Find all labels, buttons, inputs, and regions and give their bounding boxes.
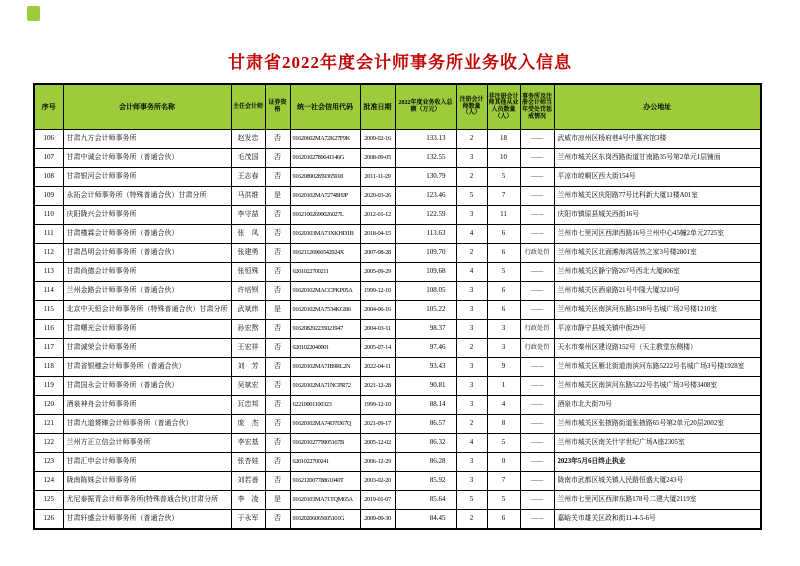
cell-no: 118	[34, 358, 63, 377]
cell-code: 91620102789641146G	[290, 149, 360, 168]
cell-sec: 否	[265, 396, 290, 415]
cell-income: 98.37	[395, 320, 456, 339]
cell-name: 尤尼泰振青会计师事务所(特殊普通合伙)甘肃分所	[63, 491, 231, 510]
cell-no: 125	[34, 491, 63, 510]
cell-no: 126	[34, 510, 63, 530]
cell-cpa: 2	[456, 168, 487, 187]
cell-code: 62210001100323	[290, 396, 360, 415]
column-header-staff: 非注册会计师其他从业人员数量（人）	[487, 84, 520, 130]
cell-cpa: 3	[456, 472, 487, 491]
table-row	[34, 263, 761, 282]
cell-chief: 许培钡	[231, 282, 265, 301]
cell-penalty: ——	[520, 130, 554, 149]
cell-income: 109.70	[395, 244, 456, 263]
cell-code: 6201022040001	[290, 339, 360, 358]
table-row	[34, 320, 761, 339]
cell-no: 114	[34, 282, 63, 301]
cell-date: 2009-09-30	[360, 510, 395, 530]
cell-penalty: ——	[520, 263, 554, 282]
cell-income: 130.79	[395, 168, 456, 187]
cell-date: 2004-03-11	[360, 320, 395, 339]
cell-sec: 否	[265, 130, 290, 149]
cell-cpa: 3	[456, 320, 487, 339]
cell-income: 133.13	[395, 130, 456, 149]
cell-penalty: 行政处罚	[520, 339, 554, 358]
table-row	[34, 187, 761, 206]
cell-sec: 否	[265, 263, 290, 282]
cell-no: 111	[34, 225, 63, 244]
cell-no: 117	[34, 339, 63, 358]
cell-cpa: 3	[456, 358, 487, 377]
cell-penalty: ——	[520, 472, 554, 491]
cell-chief: 张杏娃	[231, 453, 265, 472]
column-header-chief: 主任会计师	[231, 84, 265, 130]
cell-staff: 6	[487, 282, 520, 301]
cell-address: 兰州市城关区东岗西路街道甘南路35号第2单元1层铺面	[554, 149, 761, 168]
cell-cpa: 3	[456, 453, 487, 472]
column-header-name: 会计师事务所名称	[63, 84, 231, 130]
cell-date: 2004-06-16	[360, 301, 395, 320]
table-row	[34, 339, 761, 358]
cell-penalty: 行政处罚	[520, 320, 554, 339]
cell-cpa: 5	[456, 187, 487, 206]
cell-address: 平凉市静宁县城关镇中街29号	[554, 320, 761, 339]
cell-chief: 张 凤	[231, 225, 265, 244]
cell-sec: 否	[265, 149, 290, 168]
cell-chief: 武斌炜	[231, 301, 265, 320]
cell-income: 132.55	[395, 149, 456, 168]
cell-name: 甘肃诚荣会计师事务所	[63, 339, 231, 358]
cell-staff: 6	[487, 225, 520, 244]
cell-no: 108	[34, 168, 63, 187]
cell-penalty: ——	[520, 282, 554, 301]
corner-badge	[27, 6, 40, 21]
page-title: 甘肃省2022年度会计师事务所业务收入信息	[228, 53, 572, 72]
cell-no: 122	[34, 434, 63, 453]
column-header-cpa: 注册会计师数量（人）	[456, 84, 487, 130]
cell-cpa: 2	[456, 339, 487, 358]
cell-address: 兰州市城关区雁北街道南滨河东路5222号名城广场3号楼1928室	[554, 358, 761, 377]
cell-chief: 刘若善	[231, 472, 265, 491]
cell-cpa: 4	[456, 263, 487, 282]
table-row	[34, 510, 761, 530]
column-header-sec: 证券资格	[265, 84, 290, 130]
cell-chief: 刘 芳	[231, 358, 265, 377]
cell-staff: 10	[487, 149, 520, 168]
cell-cpa: 4	[456, 434, 487, 453]
table-row	[34, 130, 761, 149]
cell-cpa: 3	[456, 206, 487, 225]
cell-penalty: 行政处罚	[520, 244, 554, 263]
cell-date: 2019-01-07	[360, 491, 395, 510]
cell-penalty: ——	[520, 206, 554, 225]
cell-staff: 5	[487, 434, 520, 453]
cell-penalty: ——	[520, 168, 554, 187]
cell-chief: 于永军	[231, 510, 265, 530]
cell-address: 兰州市城关区庆阳路77号比科新大厦11楼A01室	[554, 187, 761, 206]
cell-no: 119	[34, 377, 63, 396]
cell-no: 124	[34, 472, 63, 491]
table-row	[34, 244, 761, 263]
cell-income: 93.43	[395, 358, 456, 377]
cell-income: 85.64	[395, 491, 456, 510]
cell-sec: 否	[265, 434, 290, 453]
table-header	[34, 84, 761, 130]
cell-sec: 否	[265, 339, 290, 358]
cell-sec: 否	[265, 510, 290, 530]
cell-date: 2012-01-12	[360, 206, 395, 225]
income-table	[33, 83, 762, 530]
cell-income: 105.22	[395, 301, 456, 320]
table-row	[34, 453, 761, 472]
table-row	[34, 396, 761, 415]
cell-staff: 3	[487, 320, 520, 339]
cell-staff: 6	[487, 510, 520, 530]
cell-chief: 张恒殊	[231, 263, 265, 282]
cell-date: 2005-09-29	[360, 263, 395, 282]
cell-name: 甘肃曙光会计师事务所	[63, 320, 231, 339]
cell-code: 91620102MACCPKP05A	[290, 282, 360, 301]
cell-no: 115	[34, 301, 63, 320]
table-row	[34, 377, 761, 396]
cell-name: 甘肃省银穗会计师事务所（普通合伙）	[63, 358, 231, 377]
cell-address: 嘉峪关市雄关区政和街11-4-5-6号	[554, 510, 761, 530]
cell-code: 91621126966542924X	[290, 244, 360, 263]
cell-sec: 否	[265, 168, 290, 187]
cell-chief: 李 凌	[231, 491, 265, 510]
cell-address: 陇南市武都区城关镇人民路恒盛大厦243号	[554, 472, 761, 491]
cell-penalty: ——	[520, 491, 554, 510]
cell-sec: 否	[265, 472, 290, 491]
cell-no: 106	[34, 130, 63, 149]
cell-cpa: 2	[456, 415, 487, 434]
cell-date: 2009-02-16	[360, 130, 395, 149]
cell-sec: 否	[265, 225, 290, 244]
cell-code: 91620102MA74D7D67Q	[290, 415, 360, 434]
cell-code: 91620102MA71NCPR72	[290, 377, 360, 396]
table-row	[34, 282, 761, 301]
column-header-address: 办公地址	[554, 84, 761, 130]
cell-penalty: ——	[520, 358, 554, 377]
column-header-penalty: 事务所及注册会计师当年受处罚惩戒情况	[520, 84, 554, 130]
cell-code: 91621200778861040T	[290, 472, 360, 491]
cell-sec: 否	[265, 453, 290, 472]
table-row	[34, 301, 761, 320]
cell-penalty: ——	[520, 415, 554, 434]
cell-code: 91620102779905167B	[290, 434, 360, 453]
cell-chief: 赵发忠	[231, 130, 265, 149]
cell-code: 91620103MA73XKHD1B	[290, 225, 360, 244]
cell-code: 6201022700211	[290, 263, 360, 282]
cell-code: 91621002690026027L	[290, 206, 360, 225]
cell-date: 2022-04-11	[360, 358, 395, 377]
table-row	[34, 415, 761, 434]
table-row	[34, 358, 761, 377]
cell-penalty: ——	[520, 510, 554, 530]
cell-no: 120	[34, 396, 63, 415]
cell-penalty: ——	[520, 149, 554, 168]
cell-date: 2018-04-15	[360, 225, 395, 244]
cell-name: 甘肃国永会计师事务所（普通合伙）	[63, 377, 231, 396]
cell-cpa: 2	[456, 130, 487, 149]
cell-address: 平凉市崆峒区西大街154号	[554, 168, 761, 187]
cell-name: 酒泉神舟会计师事务所	[63, 396, 231, 415]
cell-chief: 王宏祥	[231, 339, 265, 358]
cell-chief: 孙宏熬	[231, 320, 265, 339]
cell-date: 1999-12-10	[360, 282, 395, 301]
cell-date: 1999-12-10	[360, 396, 395, 415]
cell-staff: 5	[487, 168, 520, 187]
cell-staff: 11	[487, 206, 520, 225]
cell-code: 91620206065605101G	[290, 510, 360, 530]
cell-address: 2023年5月6日终止执业	[554, 453, 761, 472]
cell-cpa: 3	[456, 282, 487, 301]
cell-income: 84.45	[395, 510, 456, 530]
cell-staff: 7	[487, 472, 520, 491]
cell-name: 甘肃中诚会计师事务所（普通合伙）	[63, 149, 231, 168]
cell-income: 108.05	[395, 282, 456, 301]
cell-no: 121	[34, 415, 63, 434]
cell-penalty: ——	[520, 396, 554, 415]
cell-penalty: ——	[520, 453, 554, 472]
cell-chief: 张建勇	[231, 244, 265, 263]
cell-address: 兰州市城关区张掖路街道张掖路65号第2单元20层2002室	[554, 415, 761, 434]
cell-income: 86.28	[395, 453, 456, 472]
cell-code: 91620102MA72748HJP	[290, 187, 360, 206]
table-row	[34, 491, 761, 510]
cell-code: 91620103MA71TQM65A	[290, 491, 360, 510]
cell-name: 庆阳陇兴会计师事务所	[63, 206, 231, 225]
table-row	[34, 206, 761, 225]
cell-chief: 李宏基	[231, 434, 265, 453]
cell-cpa: 3	[456, 149, 487, 168]
table-row	[34, 225, 761, 244]
cell-chief: 马洪维	[231, 187, 265, 206]
cell-chief: 瓦忠邦	[231, 396, 265, 415]
cell-name: 甘肃槿霖会计师事务所（普通合伙）	[63, 225, 231, 244]
cell-income: 113.63	[395, 225, 456, 244]
cell-sec: 否	[265, 358, 290, 377]
cell-staff: 5	[487, 491, 520, 510]
cell-cpa: 2	[456, 510, 487, 530]
cell-address: 兰州市城关区酒泉路21号中隆大厦3210号	[554, 282, 761, 301]
cell-staff: 0	[487, 453, 520, 472]
cell-no: 107	[34, 149, 63, 168]
cell-penalty: ——	[520, 225, 554, 244]
cell-name: 兰州金路会计师事务所（普通合伙）	[63, 282, 231, 301]
cell-chief: 李守喆	[231, 206, 265, 225]
table-row	[34, 149, 761, 168]
cell-address: 兰州市城关区南滨河东路5198号名城广场2号楼1210室	[554, 301, 761, 320]
cell-income: 85.92	[395, 472, 456, 491]
cell-staff: 4	[487, 396, 520, 415]
cell-date: 2005-07-14	[360, 339, 395, 358]
table-row	[34, 434, 761, 453]
cell-name: 永拓会计师事务所（特殊普通合伙）甘肃分所	[63, 187, 231, 206]
cell-address: 兰州市城关区南滨河东路5222号名城广场3号楼3408室	[554, 377, 761, 396]
cell-date: 2021-12-28	[360, 377, 395, 396]
cell-penalty: ——	[520, 301, 554, 320]
cell-cpa: 3	[456, 396, 487, 415]
header-row	[34, 84, 761, 130]
table-body	[34, 130, 761, 530]
column-header-no: 序号	[34, 84, 63, 130]
cell-code: 916208292235021947	[290, 320, 360, 339]
cell-staff: 7	[487, 187, 520, 206]
cell-no: 113	[34, 263, 63, 282]
cell-income: 122.59	[395, 206, 456, 225]
cell-staff: 3	[487, 339, 520, 358]
cell-cpa: 5	[456, 491, 487, 510]
cell-chief: 吴斌宏	[231, 377, 265, 396]
cell-code: 91620602MA72K27F9K	[290, 130, 360, 149]
cell-income: 88.14	[395, 396, 456, 415]
cell-code: 6201022700241	[290, 453, 360, 472]
cell-date: 2006-12-29	[360, 453, 395, 472]
cell-date: 2011-11-29	[360, 168, 395, 187]
cell-staff: 5	[487, 263, 520, 282]
cell-date: 2003-02-20	[360, 472, 395, 491]
cell-sec: 是	[265, 301, 290, 320]
cell-date: 2021-09-17	[360, 415, 395, 434]
cell-cpa: 3	[456, 301, 487, 320]
cell-staff: 6	[487, 244, 520, 263]
cell-income: 86.32	[395, 434, 456, 453]
cell-penalty: ——	[520, 377, 554, 396]
cell-sec: 否	[265, 320, 290, 339]
cell-address: 兰州市七里河区西津西路16号兰州中心45幢2单元2725室	[554, 225, 761, 244]
cell-date: 2008-09-05	[360, 149, 395, 168]
cell-address: 酒泉市北大街70号	[554, 396, 761, 415]
cell-cpa: 4	[456, 225, 487, 244]
cell-address: 武威市凉州区杨府巷4号中惠宾馆3楼	[554, 130, 761, 149]
cell-income: 109.68	[395, 263, 456, 282]
cell-name: 甘肃九道赟臻会计师事务所（普通合伙）	[63, 415, 231, 434]
cell-income: 86.57	[395, 415, 456, 434]
cell-name: 甘肃汇申会计师事务所	[63, 453, 231, 472]
cell-sec: 是	[265, 187, 290, 206]
cell-sec: 否	[265, 206, 290, 225]
cell-code: 91620102MA7534KGB6	[290, 301, 360, 320]
cell-staff: 8	[487, 415, 520, 434]
table-row	[34, 472, 761, 491]
cell-address: 兰州市城关区静宁路267号西北大厦806室	[554, 263, 761, 282]
column-header-date: 批准日期	[360, 84, 395, 130]
cell-cpa: 3	[456, 377, 487, 396]
cell-chief: 毛茂国	[231, 149, 265, 168]
cell-address: 庆阳市镇原县城关西街16号	[554, 206, 761, 225]
cell-chief: 王志春	[231, 168, 265, 187]
cell-name: 甘肃银河会计师事务所	[63, 168, 231, 187]
cell-address: 兰州市七里河区西津东路178号二建大厦2119室	[554, 491, 761, 510]
cell-sec: 是	[265, 491, 290, 510]
cell-no: 110	[34, 206, 63, 225]
cell-sec: 否	[265, 282, 290, 301]
cell-name: 甘肃尚德会计师事务所	[63, 263, 231, 282]
cell-name: 甘肃九方会计师事务所	[63, 130, 231, 149]
cell-date: 2005-12-02	[360, 434, 395, 453]
cell-name: 北京中天恒会计师事务所（特殊普通合伙）甘肃分所	[63, 301, 231, 320]
table-row	[34, 168, 761, 187]
cell-penalty: ——	[520, 187, 554, 206]
cell-penalty: ——	[520, 434, 554, 453]
cell-name: 甘肃昌明会计师事务所（普通合伙）	[63, 244, 231, 263]
cell-address: 兰州市城关区南关什字世纪广场A座2305室	[554, 434, 761, 453]
cell-sec: 否	[265, 377, 290, 396]
cell-code: 91620102MA7JB9RL2N	[290, 358, 360, 377]
cell-name: 陇南陈姝会计师事务所	[63, 472, 231, 491]
cell-cpa: 2	[456, 244, 487, 263]
cell-sec: 否	[265, 244, 290, 263]
cell-staff: 18	[487, 130, 520, 149]
cell-name: 兰州方正立信会计师事务所	[63, 434, 231, 453]
column-header-code: 统一社会信用代码	[290, 84, 360, 130]
cell-address: 兰州市城关区北面滩海鸿居然之家3号楼2801室	[554, 244, 761, 263]
cell-no: 123	[34, 453, 63, 472]
cell-chief: 庞 杰	[231, 415, 265, 434]
cell-income: 97.46	[395, 339, 456, 358]
cell-date: 2020-03-26	[360, 187, 395, 206]
cell-address: 天水市秦州区建设路152号（天主教堂东侧楼）	[554, 339, 761, 358]
cell-code: 916208902859365918	[290, 168, 360, 187]
cell-no: 112	[34, 244, 63, 263]
cell-staff: 6	[487, 301, 520, 320]
column-header-income: 2022年度业务收入总额（万元）	[395, 84, 456, 130]
cell-staff: 1	[487, 377, 520, 396]
cell-income: 123.46	[395, 187, 456, 206]
cell-no: 116	[34, 320, 63, 339]
cell-income: 90.81	[395, 377, 456, 396]
cell-sec: 否	[265, 415, 290, 434]
cell-date: 2007-08-28	[360, 244, 395, 263]
cell-no: 109	[34, 187, 63, 206]
cell-name: 甘肃轩盛会计师事务所（普通合伙）	[63, 510, 231, 530]
cell-staff: 9	[487, 358, 520, 377]
